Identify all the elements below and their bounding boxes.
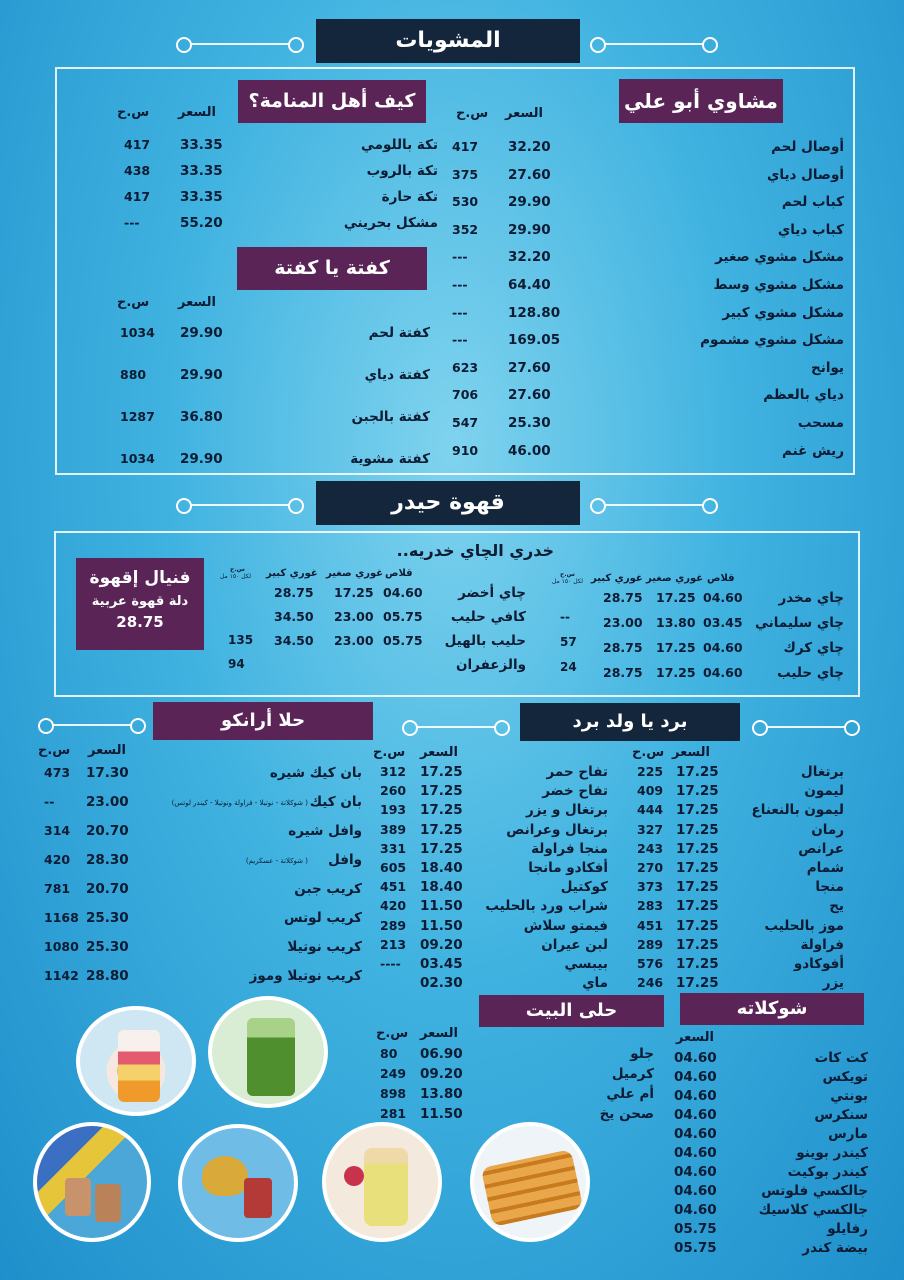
chocolate-item-price: 04.60: [674, 1183, 717, 1199]
tea-large-price: 28.75: [603, 640, 643, 655]
tea-calories: 24: [560, 660, 577, 674]
cold-item-name: يزر: [822, 975, 844, 992]
cold-right-price-header: السعر: [672, 745, 710, 760]
menu-item-calories: ---: [452, 332, 468, 348]
sweet-item-name: كريب جبن: [294, 881, 362, 897]
chocolate-item-price: 04.60: [674, 1145, 717, 1161]
chocolate-item-price: 04.60: [674, 1164, 717, 1180]
sweet-item-name: كريب نوتيلا وموز: [249, 968, 362, 984]
house-price-header: السعر: [420, 1026, 458, 1041]
cold-item-name: شمام: [806, 860, 844, 876]
cold-item-calories: 327: [637, 821, 664, 837]
tea-calories: --: [560, 610, 570, 624]
chocolate-item-price: 05.75: [674, 1240, 717, 1256]
tea-glass-price: 04.60: [703, 640, 743, 655]
chocolate-item-name: كيندر بوينو: [796, 1145, 868, 1161]
tea-small-price: 17.25: [656, 590, 696, 605]
menu-item-name: كفتة بالجبن: [351, 409, 430, 425]
tea-item-name: چاي كرك: [783, 640, 844, 656]
sweet-item-price: 23.00: [86, 794, 129, 810]
cold-item-calories: 373: [637, 879, 664, 895]
cold-item-calories: 283: [637, 898, 664, 914]
milk-item-name: حليب بالهيل: [444, 633, 526, 649]
menu-item-calories: 438: [124, 163, 151, 178]
sweet-item-calories: 1142: [44, 968, 79, 983]
cold-item-calories: 576: [637, 956, 664, 971]
menu-item-name: دياي بالعظم: [763, 387, 844, 404]
sweet-item-price: 25.30: [86, 910, 129, 926]
tea-small-price: 17.25: [656, 640, 696, 655]
menu-item-name: كفتة دياي: [364, 367, 430, 383]
cold-item-price: 17.25: [676, 936, 719, 953]
menu-item-name: كباب لحم: [781, 194, 844, 211]
sweet-item-name: وافل: [328, 852, 362, 868]
menu-item-name: مشكل مشوي مشموم: [700, 332, 844, 349]
sweet-item-price: 28.80: [86, 968, 129, 984]
chocolate-price-header: السعر: [676, 1030, 714, 1045]
chocolate-item-name: سنكرس: [814, 1107, 868, 1123]
menu-item-price: 29.90: [508, 221, 551, 238]
cold-item-name: موز بالحليب: [764, 917, 844, 934]
sweet-item-calories: 473: [44, 765, 71, 780]
manama-title: كيف أهل المنامة؟: [238, 80, 426, 123]
cold-item-price: 17.25: [676, 956, 719, 972]
cold-item-name: فراولة: [800, 936, 844, 953]
sweet-item-name: بان كيك شيره: [269, 765, 362, 781]
cold-item-name: منجا فراولة: [531, 840, 608, 857]
house-item-calories: 281: [380, 1106, 407, 1121]
menu-item-calories: 706: [452, 387, 479, 403]
milk-item-name: والزعفران: [456, 657, 526, 673]
cold-item-price: 03.45: [420, 956, 463, 972]
house-item-price: 11.50: [420, 1106, 463, 1122]
cold-item-calories: 605: [380, 860, 407, 875]
abu-ali-cal-header: س.ح: [456, 106, 489, 121]
teapot-photo: [178, 1124, 298, 1242]
sweet-item-price: 20.70: [86, 881, 129, 897]
menu-item-price: 29.90: [180, 367, 223, 383]
menu-item-name: مشكل مشوي صغير: [715, 249, 844, 266]
tea-large-price: 23.00: [603, 615, 643, 630]
cold-item-name: تفاح حمر: [546, 764, 608, 780]
menu-item-price: 27.60: [508, 359, 551, 376]
grills-title: المشويات: [316, 19, 580, 63]
milk-glass-header: قلاص: [385, 568, 413, 579]
promo-title: فنيال إقهوة: [89, 568, 191, 588]
cold-title: برد يا ولد برد: [520, 703, 740, 741]
milk-glass-price: 05.75: [383, 609, 423, 624]
house-item-calories: 80: [380, 1046, 398, 1061]
house-item-calories: 249: [380, 1066, 407, 1081]
cold-item-name: شراب ورد بالحليب: [485, 898, 608, 915]
cold-item-price: 17.25: [420, 783, 463, 800]
ornament: [604, 504, 704, 506]
menu-item-calories: 623: [452, 359, 479, 375]
menu-item-calories: 1287: [120, 409, 155, 424]
cold-item-price: 17.25: [676, 764, 719, 780]
cold-item-calories: 225: [637, 764, 664, 779]
sweet-item-calories: 1168: [44, 910, 79, 925]
chocolate-item-price: 04.60: [674, 1126, 717, 1142]
chocolate-item-name: جالكسي كلاسيك: [758, 1202, 868, 1218]
tea-glass-price: 04.60: [703, 590, 743, 605]
menu-item-name: كفتة لحم: [368, 325, 430, 341]
menu-item-calories: 1034: [120, 451, 155, 466]
ornament: [52, 724, 132, 726]
cold-item-price: 02.30: [420, 975, 463, 992]
house-item-name: جلو: [630, 1046, 654, 1062]
sweet-item-name: كريب لوتس: [284, 910, 362, 926]
cold-item-calories: 213: [380, 936, 407, 952]
kofta-title: كفتة يا كفتة: [237, 247, 427, 290]
promo-line: دلة قهوة عربية: [91, 594, 189, 609]
milk-item-name: چاي أخضر: [458, 585, 526, 601]
grills-frame: [55, 67, 855, 475]
menu-item-calories: 417: [124, 137, 151, 152]
sweet-item-calories: 1080: [44, 939, 79, 954]
milk-small-price: 23.00: [334, 609, 374, 624]
menu-item-calories: 880: [120, 367, 147, 382]
chocolate-item-name: رفايلو: [827, 1221, 868, 1237]
cold-item-price: 17.25: [676, 802, 719, 819]
tea-cal-header: س.ح: [560, 571, 575, 578]
sweets-price-header: السعر: [88, 743, 126, 758]
sweet-item-name: وافل شيره: [288, 823, 362, 839]
sweet-item-calories: 781: [44, 881, 71, 896]
kofta-cal-header: س.ح: [117, 295, 150, 310]
menu-item-price: 33.35: [180, 189, 223, 205]
cold-item-name: أفوكادو: [793, 956, 844, 972]
sweets-cal-header: س.ح: [38, 743, 71, 758]
cold-item-name: بيبسي: [564, 956, 608, 972]
chocolate-item-name: بيضة كندر: [802, 1240, 868, 1256]
manama-cal-header: س.ح: [117, 105, 150, 120]
menu-item-name: كفتة مشوية: [350, 451, 430, 467]
green-juice-photo: [208, 996, 328, 1108]
chocolate-title: شوكلاته: [680, 993, 864, 1025]
cold-left-cal-header: س.ح: [373, 745, 406, 760]
cold-item-name: برتغال: [801, 764, 844, 780]
cold-item-price: 17.25: [676, 879, 719, 896]
cold-item-calories: 289: [380, 917, 407, 933]
cold-item-calories: 451: [637, 917, 664, 933]
menu-item-calories: 910: [452, 442, 479, 458]
sweet-item-name: بان كيك: [309, 794, 362, 810]
coffee-subtitle: خدري الچاي خدريه..: [396, 541, 554, 560]
cold-item-calories: 389: [380, 821, 407, 837]
chocolate-item-price: 04.60: [674, 1050, 717, 1066]
cold-item-calories: 270: [637, 860, 664, 875]
chocolate-item-name: تويكس: [822, 1069, 868, 1085]
house-item-name: أم علي: [606, 1086, 654, 1102]
coffee-title: قهوة حيدر: [316, 481, 580, 525]
menu-item-name: يوانح: [811, 359, 844, 376]
menu-item-name: مشكل بحريني: [343, 215, 438, 231]
milk-large-price: 34.50: [274, 609, 314, 624]
tea-cal-note: لكل ١٥٠ مل: [552, 578, 583, 585]
cold-item-calories: ----: [380, 956, 401, 971]
milk-calories: 135: [228, 633, 254, 647]
strawberry-mango-juice-photo: [76, 1006, 196, 1116]
milk-large-price: 28.75: [274, 585, 314, 600]
chocolate-item-price: 04.60: [674, 1107, 717, 1123]
manama-price-header: السعر: [178, 105, 216, 120]
cold-item-price: 09.20: [420, 936, 463, 953]
cold-item-calories: 312: [380, 764, 407, 779]
menu-item-price: 27.60: [508, 166, 551, 183]
menu-item-calories: 530: [452, 194, 479, 210]
menu-item-name: تكة بالروب: [366, 163, 438, 179]
menu-item-calories: 352: [452, 221, 479, 237]
tea-calories: 57: [560, 635, 577, 649]
milk-large-price: 34.50: [274, 633, 314, 648]
cold-item-name: عرانص: [798, 840, 844, 857]
cold-item-price: 17.25: [420, 802, 463, 819]
menu-item-price: 169.05: [508, 332, 561, 349]
chocolate-item-name: كيندر بوكيت: [787, 1164, 868, 1180]
milk-item-name: كافي حليب: [450, 609, 526, 625]
sweet-item-note: ( شوكلاتة - نوتيلا - فراولة ونوتيلا - كيندر لوتس): [171, 799, 308, 807]
ornament: [766, 726, 846, 728]
sweet-item-price: 20.70: [86, 823, 129, 839]
cold-item-price: 17.25: [676, 840, 719, 857]
cold-item-name: رمان: [811, 821, 844, 838]
tea-glass-header: قلاص: [707, 573, 735, 584]
menu-item-price: 46.00: [508, 442, 551, 459]
menu-item-calories: 547: [452, 415, 479, 430]
menu-item-name: مشكل مشوي وسط: [713, 277, 844, 293]
chocolate-item-name: مارس: [828, 1126, 868, 1142]
cold-right-cal-header: س.ح: [632, 745, 665, 760]
menu-item-price: 33.35: [180, 137, 223, 153]
ornament: [416, 726, 496, 728]
cold-item-price: 17.25: [420, 821, 463, 838]
cold-item-price: 17.25: [676, 783, 719, 800]
milk-small-header: غوري صغير: [326, 568, 384, 579]
menu-item-price: 29.90: [180, 325, 223, 341]
menu-item-calories: ---: [452, 277, 468, 292]
menu-item-price: 25.30: [508, 415, 551, 431]
cold-item-price: 18.40: [420, 879, 463, 896]
chocolate-item-name: بونتي: [830, 1088, 868, 1104]
chocolate-item-name: جالكسي فلوتس: [761, 1183, 868, 1199]
sweet-item-price: 28.30: [86, 852, 129, 868]
chocolate-item-price: 04.60: [674, 1202, 717, 1218]
cold-item-name: أفكادو مانجا: [528, 860, 608, 876]
tea-cups-photo: [33, 1122, 151, 1242]
menu-item-price: 29.90: [508, 194, 551, 211]
cold-item-price: 11.50: [420, 917, 463, 934]
sweet-item-price: 25.30: [86, 939, 129, 955]
cocktail-photo: [322, 1122, 442, 1242]
tea-small-header: غوري صغير: [646, 573, 704, 584]
cold-item-name: برتغال و يزر: [526, 802, 608, 819]
milk-small-price: 23.00: [334, 633, 374, 648]
menu-item-calories: 375: [452, 166, 479, 182]
waffle-photo: [470, 1122, 590, 1242]
chocolate-item-price: 04.60: [674, 1088, 717, 1104]
cold-item-name: يح: [829, 898, 844, 915]
tea-item-name: چاي سليماني: [754, 615, 844, 631]
cold-item-calories: 260: [380, 783, 407, 799]
sweet-item-calories: --: [44, 794, 55, 809]
chocolate-item-name: كت كات: [814, 1050, 868, 1066]
cold-item-calories: 420: [380, 898, 407, 914]
menu-item-calories: 417: [452, 139, 479, 154]
kofta-price-header: السعر: [178, 295, 216, 310]
cold-item-calories: 331: [380, 840, 407, 856]
milk-calories: 94: [228, 657, 245, 671]
menu-item-price: 64.40: [508, 277, 551, 293]
sweet-item-name: كريب نوتيلا: [287, 939, 362, 955]
chocolate-item-price: 04.60: [674, 1069, 717, 1085]
cold-item-name: منجا: [815, 879, 844, 896]
cold-item-name: فيمتو سلاش: [523, 917, 608, 934]
menu-item-name: تكة حارة: [381, 189, 438, 205]
cold-item-name: ليمون: [804, 783, 844, 800]
menu-item-name: أوصال دياي: [767, 166, 844, 183]
cold-item-name: ماي: [582, 975, 608, 992]
chocolate-item-price: 05.75: [674, 1221, 717, 1237]
cold-item-price: 17.25: [676, 917, 719, 934]
cold-item-calories: 243: [637, 840, 664, 856]
menu-item-price: 29.90: [180, 451, 223, 467]
menu-item-name: مشكل مشوي كبير: [722, 304, 844, 321]
sweet-item-note: ( شوكلاتة - عسكريم): [245, 857, 308, 865]
cold-item-name: لبن عيران: [541, 936, 608, 953]
menu-item-price: 32.20: [508, 249, 551, 266]
cold-item-price: 17.25: [676, 821, 719, 838]
cold-item-price: 11.50: [420, 898, 463, 915]
menu-item-name: تكة باللومي: [360, 137, 438, 153]
house-item-price: 06.90: [420, 1046, 463, 1062]
tea-item-name: چاي مخدر: [778, 590, 844, 606]
menu-item-price: 27.60: [508, 387, 551, 404]
sweet-item-price: 17.30: [86, 765, 129, 781]
cold-item-calories: 246: [637, 975, 664, 991]
cold-item-name: كوكتيل: [560, 879, 608, 896]
cold-item-name: برتغال وعرانص: [506, 821, 608, 838]
ornament: [604, 43, 704, 45]
menu-item-calories: ---: [452, 304, 468, 320]
menu-item-price: 33.35: [180, 163, 223, 179]
menu-item-calories: ---: [452, 249, 468, 265]
cold-item-price: 17.25: [676, 975, 719, 992]
cold-left-price-header: السعر: [420, 745, 458, 760]
abu-ali-title: مشاوي أبو علي: [619, 79, 783, 123]
house-item-calories: 898: [380, 1086, 407, 1101]
house-item-name: صحن يخ: [599, 1106, 654, 1122]
cold-item-calories: 193: [380, 802, 407, 818]
menu-item-calories: 1034: [120, 325, 155, 340]
cold-item-price: 18.40: [420, 860, 463, 876]
house-title: حلى البيت: [479, 995, 664, 1027]
house-item-price: 13.80: [420, 1086, 463, 1102]
milk-glass-price: 04.60: [383, 585, 423, 600]
menu-item-calories: 417: [124, 189, 151, 204]
house-cal-header: س.ح: [376, 1026, 409, 1041]
menu-item-price: 128.80: [508, 304, 561, 321]
menu-item-price: 55.20: [180, 215, 223, 231]
cold-item-price: 17.25: [676, 898, 719, 915]
menu-item-name: مسحب: [797, 415, 844, 431]
menu-item-name: كباب دياي: [777, 221, 844, 238]
abu-ali-price-header: السعر: [505, 106, 543, 121]
milk-glass-price: 05.75: [383, 633, 423, 648]
tea-large-price: 28.75: [603, 665, 643, 680]
cold-item-calories: 409: [637, 783, 664, 799]
cold-item-calories: 444: [637, 802, 664, 818]
cold-item-price: 17.25: [420, 764, 463, 780]
cold-item-price: 17.25: [420, 840, 463, 857]
sweets-title: حلا أرانكو: [153, 702, 373, 740]
cold-item-calories: 451: [380, 879, 407, 895]
sweet-item-calories: 420: [44, 852, 71, 867]
milk-large-header: غوري كبير: [266, 568, 318, 579]
tea-small-price: 17.25: [656, 665, 696, 680]
house-item-price: 09.20: [420, 1066, 463, 1082]
house-item-name: كرميل: [611, 1066, 654, 1082]
tea-glass-price: 04.60: [703, 665, 743, 680]
sweet-item-calories: 314: [44, 823, 71, 838]
milk-cal-header: س.ح: [230, 566, 245, 573]
menu-item-price: 36.80: [180, 409, 223, 425]
ornament: [190, 43, 290, 45]
tea-large-header: غوري كبير: [591, 573, 643, 584]
cold-item-name: ليمون بالنعناع: [751, 802, 844, 819]
tea-small-price: 13.80: [656, 615, 696, 630]
qahwa-promo-box: [76, 558, 204, 650]
menu-item-calories: ---: [124, 215, 140, 230]
ornament: [190, 504, 290, 506]
milk-cal-note: لكل ١٥٠ مل: [220, 573, 251, 580]
tea-large-price: 28.75: [603, 590, 643, 605]
cold-item-name: تفاح خضر: [542, 783, 608, 800]
menu-item-name: ريش غنم: [782, 442, 844, 459]
menu-item-name: أوصال لحم: [771, 139, 844, 155]
cold-item-price: 17.25: [676, 860, 719, 876]
cold-item-calories: 289: [637, 936, 664, 952]
milk-small-price: 17.25: [334, 585, 374, 600]
tea-item-name: چاي حليب: [777, 665, 844, 681]
tea-glass-price: 03.45: [703, 615, 743, 630]
promo-price: 28.75: [116, 613, 164, 631]
menu-item-price: 32.20: [508, 139, 551, 155]
